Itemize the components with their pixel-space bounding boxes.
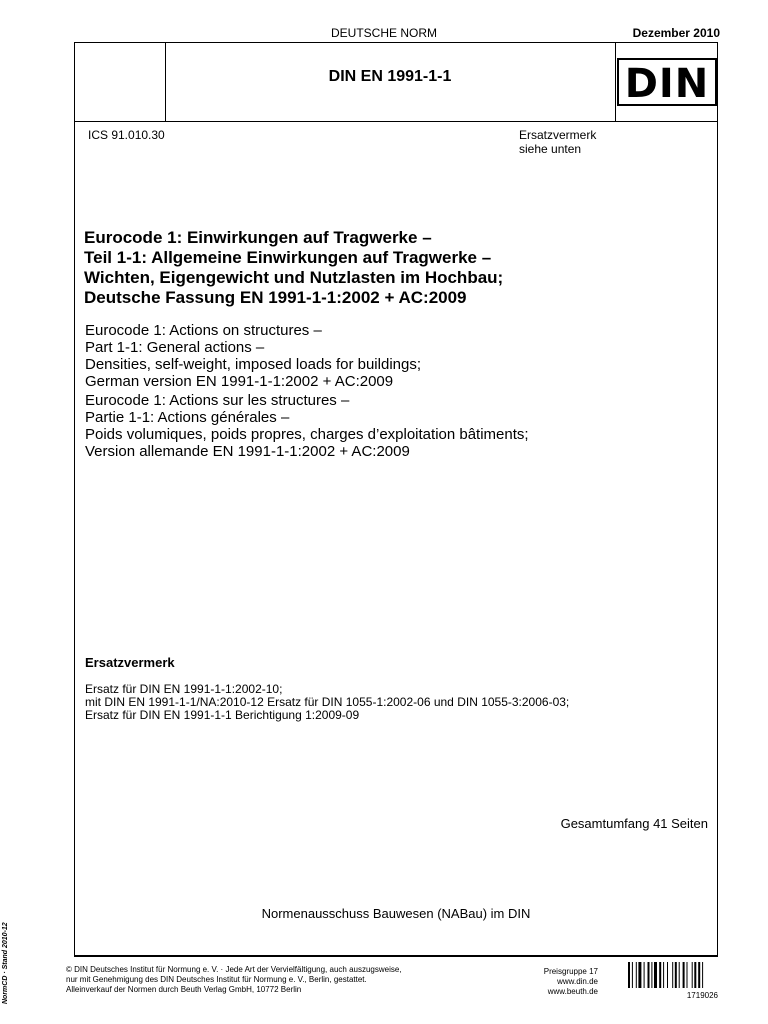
title-english-line: Densities, self-weight, imposed loads for buildings; [85, 356, 421, 373]
title-english-line: Eurocode 1: Actions on structures – [85, 322, 322, 339]
din-url[interactable]: www.din.de [557, 977, 598, 986]
replacement-note-line: Ersatzvermerk [519, 128, 597, 142]
norm-type-label: DEUTSCHE NORM [330, 26, 437, 40]
copyright-notice [66, 965, 402, 995]
title-french-line: Poids volumiques, poids propres, charges d’exploitation bâtiments; [85, 426, 529, 443]
din-logo-text: DIN [624, 61, 710, 107]
copyright-line: © DIN Deutsches Institut für Normung e. V. · Jede Art der Vervielfältigung, auch auszugsweise, [66, 965, 402, 974]
side-stamp-text: NormCD · Stand 2010-12 [2, 922, 9, 1004]
price-info [520, 967, 598, 997]
replacement-note [519, 128, 596, 156]
title-german [84, 228, 704, 308]
standards-committee: Normenausschuss Bauwesen (NABau) im DIN [261, 906, 531, 921]
replacement-note-line: siehe unten [519, 142, 582, 156]
replacement-detail-line: Ersatz für DIN EN 1991-1-1:2002-10; [85, 682, 283, 696]
price-group: Preisgruppe 17 [543, 967, 598, 976]
document-number: DIN EN 1991-1-1 [328, 68, 452, 85]
beuth-url[interactable]: www.beuth.de [547, 987, 598, 996]
title-french-line: Eurocode 1: Actions sur les structures – [85, 392, 350, 409]
side-stamp [2, 894, 12, 1004]
footer-divider [74, 956, 718, 957]
title-german-line: Eurocode 1: Einwirkungen auf Tragwerke – [84, 228, 432, 247]
title-french-line: Version allemande EN 1991-1-1:2002 + AC:2009 [85, 443, 410, 460]
title-german-line: Teil 1-1: Allgemeine Einwirkungen auf Tragwerke – [84, 248, 492, 267]
ics-code: ICS 91.010.30 [88, 128, 165, 142]
replacement-details [85, 683, 569, 722]
copyright-line: nur mit Genehmigung des DIN Deutsches Institut für Normung e. V., Berlin, gestattet. [66, 975, 367, 984]
replacement-heading: Ersatzvermerk [85, 655, 175, 670]
title-english-line: German version EN 1991-1-1:2002 + AC:2009 [85, 373, 394, 390]
title-english-line: Part 1-1: General actions – [85, 339, 265, 356]
title-french-line: Partie 1-1: Actions générales – [85, 409, 290, 426]
title-french [85, 392, 529, 460]
publication-date: Dezember 2010 [632, 26, 720, 40]
title-english [85, 322, 421, 390]
replacement-detail-line: Ersatz für DIN EN 1991-1-1 Berichtigung 1:2009-09 [85, 708, 360, 722]
title-german-line: Wichten, Eigengewicht und Nutzlasten im Hochbau; [84, 268, 504, 287]
replacement-detail-line: mit DIN EN 1991-1-1/NA:2010-12 Ersatz für DIN 1055-1:2002-06 und DIN 1055-3:2006-03; [85, 695, 570, 709]
title-german-line: Deutsche Fassung EN 1991-1-1:2002 + AC:2009 [84, 288, 467, 307]
barcode-image [628, 962, 718, 988]
barcode-number: 1719026 [686, 991, 718, 1000]
total-pages: Gesamtumfang 41 Seiten [560, 816, 708, 831]
copyright-line: Alleinverkauf der Normen durch Beuth Verlag GmbH, 10772 Berlin [66, 985, 302, 994]
din-logo [616, 42, 718, 122]
